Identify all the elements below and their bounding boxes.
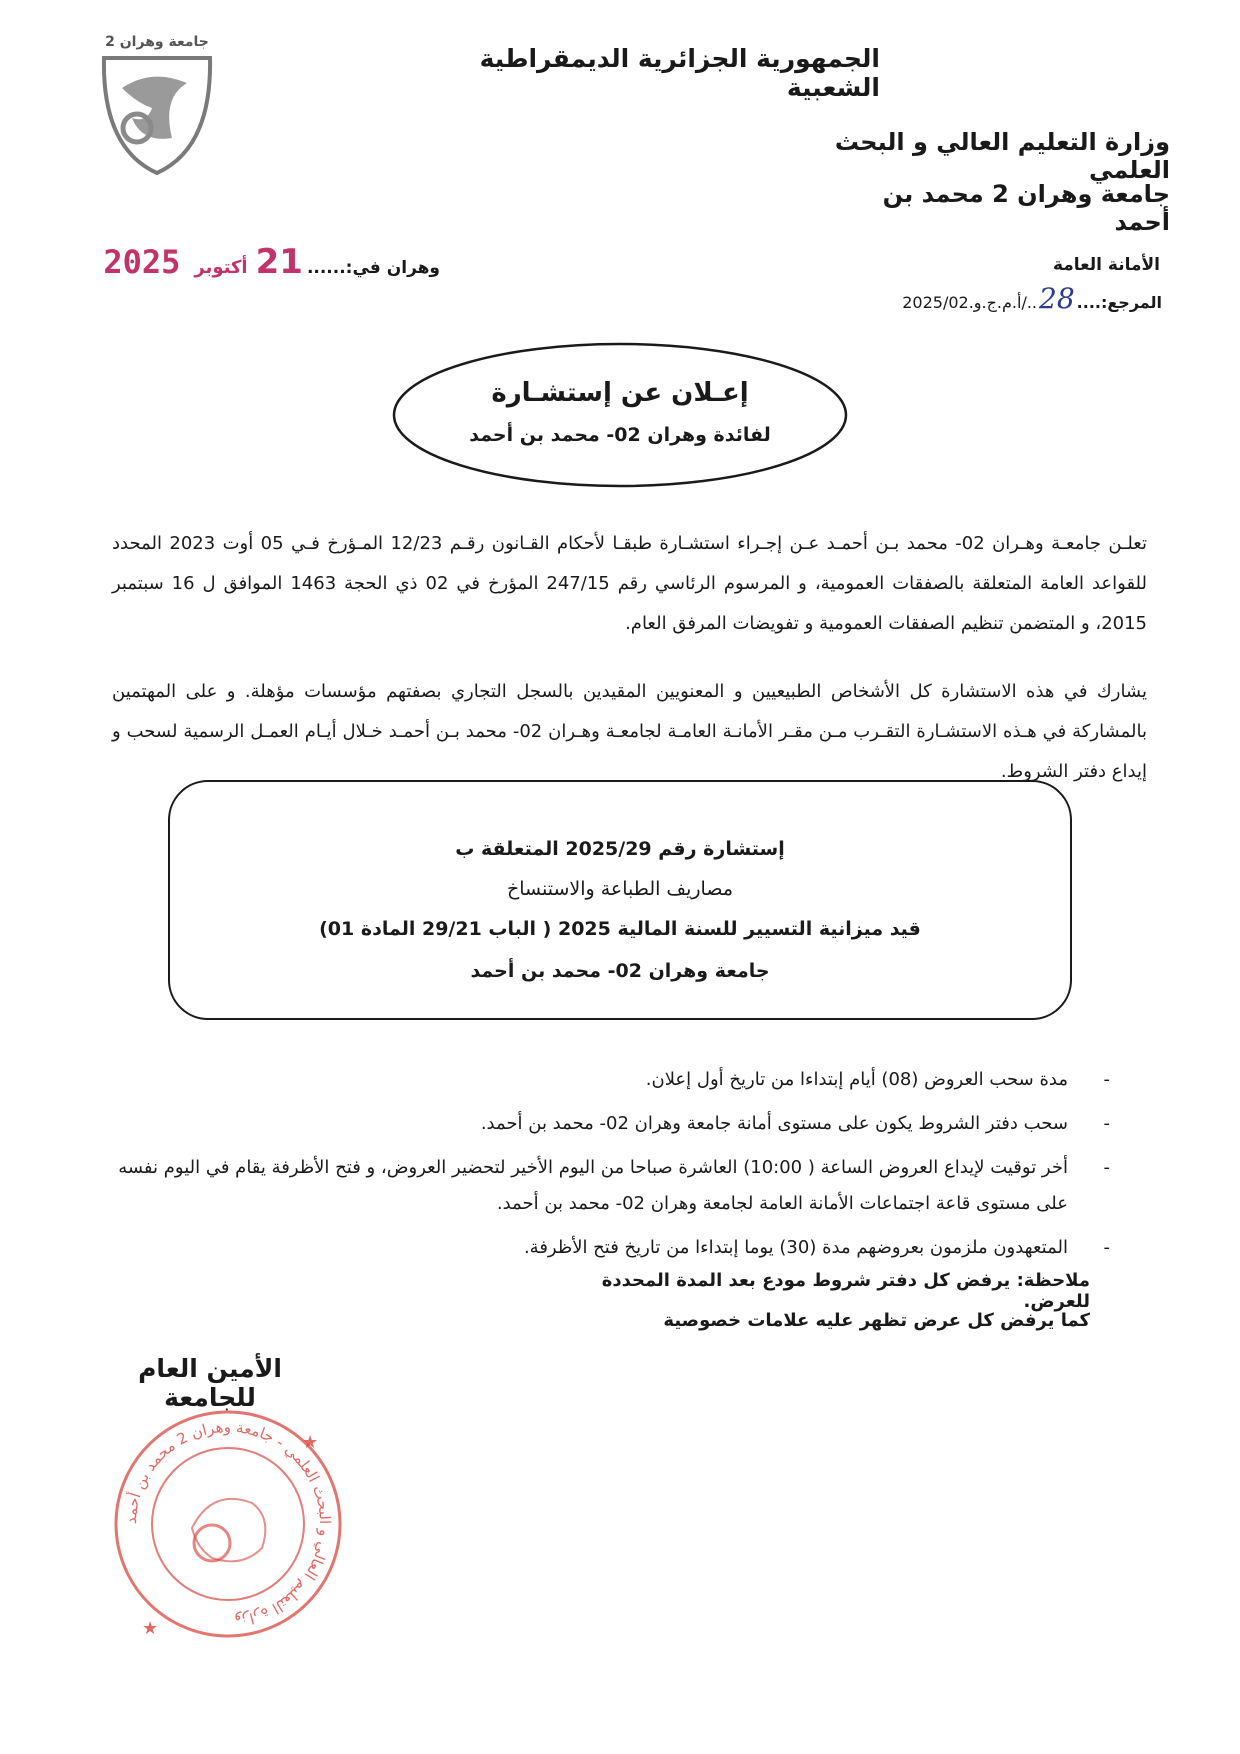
- consultation-subject: مصاريف الطباعة والاستنساخ: [506, 878, 734, 900]
- participation-paragraph: يشارك في هذه الاستشارة كل الأشخاص الطبيعيين و المعنويين المقيدين بالسجل التجاري بصفتهم مؤسسات مؤهلة. و على المهتمين بالمشاركة في هـذه الاستشـارة التقـرب مـن مقـر الأمانـة العامـة لجامعـة وهـران 02- محمد بـن أحمـد خـلال أيـام العمـل الرسمية لسحب و إيداع دفتر الشروط.: [112, 681, 1148, 782]
- university-heading: جامعة وهران 2 محمد بن أحمد: [882, 180, 1170, 236]
- note-private-marks: كما يرفض كل عرض تظهر عليه علامات خصوصية: [663, 1310, 1090, 1331]
- department-label: الأمانة العامة: [1052, 255, 1160, 275]
- list-item: - المتعهدون ملزمون بعروضهم مدة (30) يوما إبتداءا من تاريخ فتح الأظرفة.: [100, 1230, 1110, 1266]
- announcement-title: إعـلان عن إستشـارة: [491, 378, 749, 408]
- list-item: - أخر توقيت لإيداع العروض الساعة ( 10:00) العاشرة صباحا من اليوم الأخير لتحضير العروض، و فتح الأظرفة يقام في اليوم نفسه على مستوى قاعة اجتماعات الأمانة العامة لجامعة وهران 02- محمد بن أحمد.: [100, 1150, 1110, 1222]
- reference-suffix: ../أ.م.ج.و.2025/02: [902, 293, 1038, 312]
- seal-text: وزارة التعليم العالي و البحث العلمي - جامعة وهران 2 محمد بن أحمد: [121, 1417, 335, 1630]
- republic-heading: الجمهورية الجزائرية الديمقراطية الشعبية: [479, 44, 880, 102]
- reference-label: المرجع:....: [1076, 293, 1162, 312]
- title-ellipse: [390, 340, 850, 490]
- consultation-beneficiary: جامعة وهران 02- محمد بن أحمد: [470, 960, 770, 982]
- seal-star-icon: ★: [142, 1618, 159, 1639]
- date-line: [103, 242, 440, 282]
- date-prefix: وهران في:......: [306, 258, 440, 278]
- consultation-box: [168, 780, 1072, 1020]
- signatory-title: الأمين العام للجامعة: [138, 1354, 282, 1412]
- date-month: أكتوبر: [194, 257, 248, 278]
- date-year: 2025: [103, 243, 181, 281]
- list-item: - سحب دفتر الشروط يكون على مستوى أمانة جامعة وهران 02- محمد بن أحمد.: [100, 1106, 1110, 1142]
- consultation-number: إستشارة رقم 2025/29 المتعلقة ب: [455, 838, 785, 860]
- seal-star-icon: ★: [302, 1432, 319, 1453]
- logo-text: جامعة وهران 2: [105, 34, 209, 50]
- list-item: - مدة سحب العروض (08) أيام إبتداءا من تاريخ أول إعلان.: [100, 1062, 1110, 1098]
- consultation-budget: قيد ميزانية التسيير للسنة المالية 2025 ( الباب 29/21 المادة 01): [319, 918, 921, 940]
- reference-line: [870, 282, 1162, 315]
- conditions-list: [100, 1062, 1110, 1274]
- university-logo: [92, 28, 222, 178]
- date-day: 21: [255, 242, 303, 282]
- intro-paragraph: تعلـن جامعـة وهـران 02- محمد بـن أحمـد عـن إجـراء استشـارة طبقـا لأحكام القـانون رقـم 12/23 المـؤرخ فـي 05 أوت 2023 المحدد للقواعد العامة المتعلقة بالصفقات العمومية، و المرسوم الرئاسي رقم 247/15 المؤرخ في 02 ذي الحجة 1463 الموافق ل 16 سبتمبر 2015، و المتضمن تنظيم الصفقات العمومية و تفويضات المرفق العام.: [112, 533, 1147, 634]
- reference-number: 28: [1039, 282, 1075, 315]
- note-late-submission: ملاحظة: يرفض كل دفتر شروط مودع بعد المدة المحددة للعرض.: [601, 1270, 1090, 1312]
- ministry-heading: وزارة التعليم العالي و البحث العلمي: [834, 128, 1170, 184]
- official-seal: [112, 1408, 344, 1640]
- announcement-subtitle: لفائدة وهران 02- محمد بن أحمد: [469, 424, 771, 446]
